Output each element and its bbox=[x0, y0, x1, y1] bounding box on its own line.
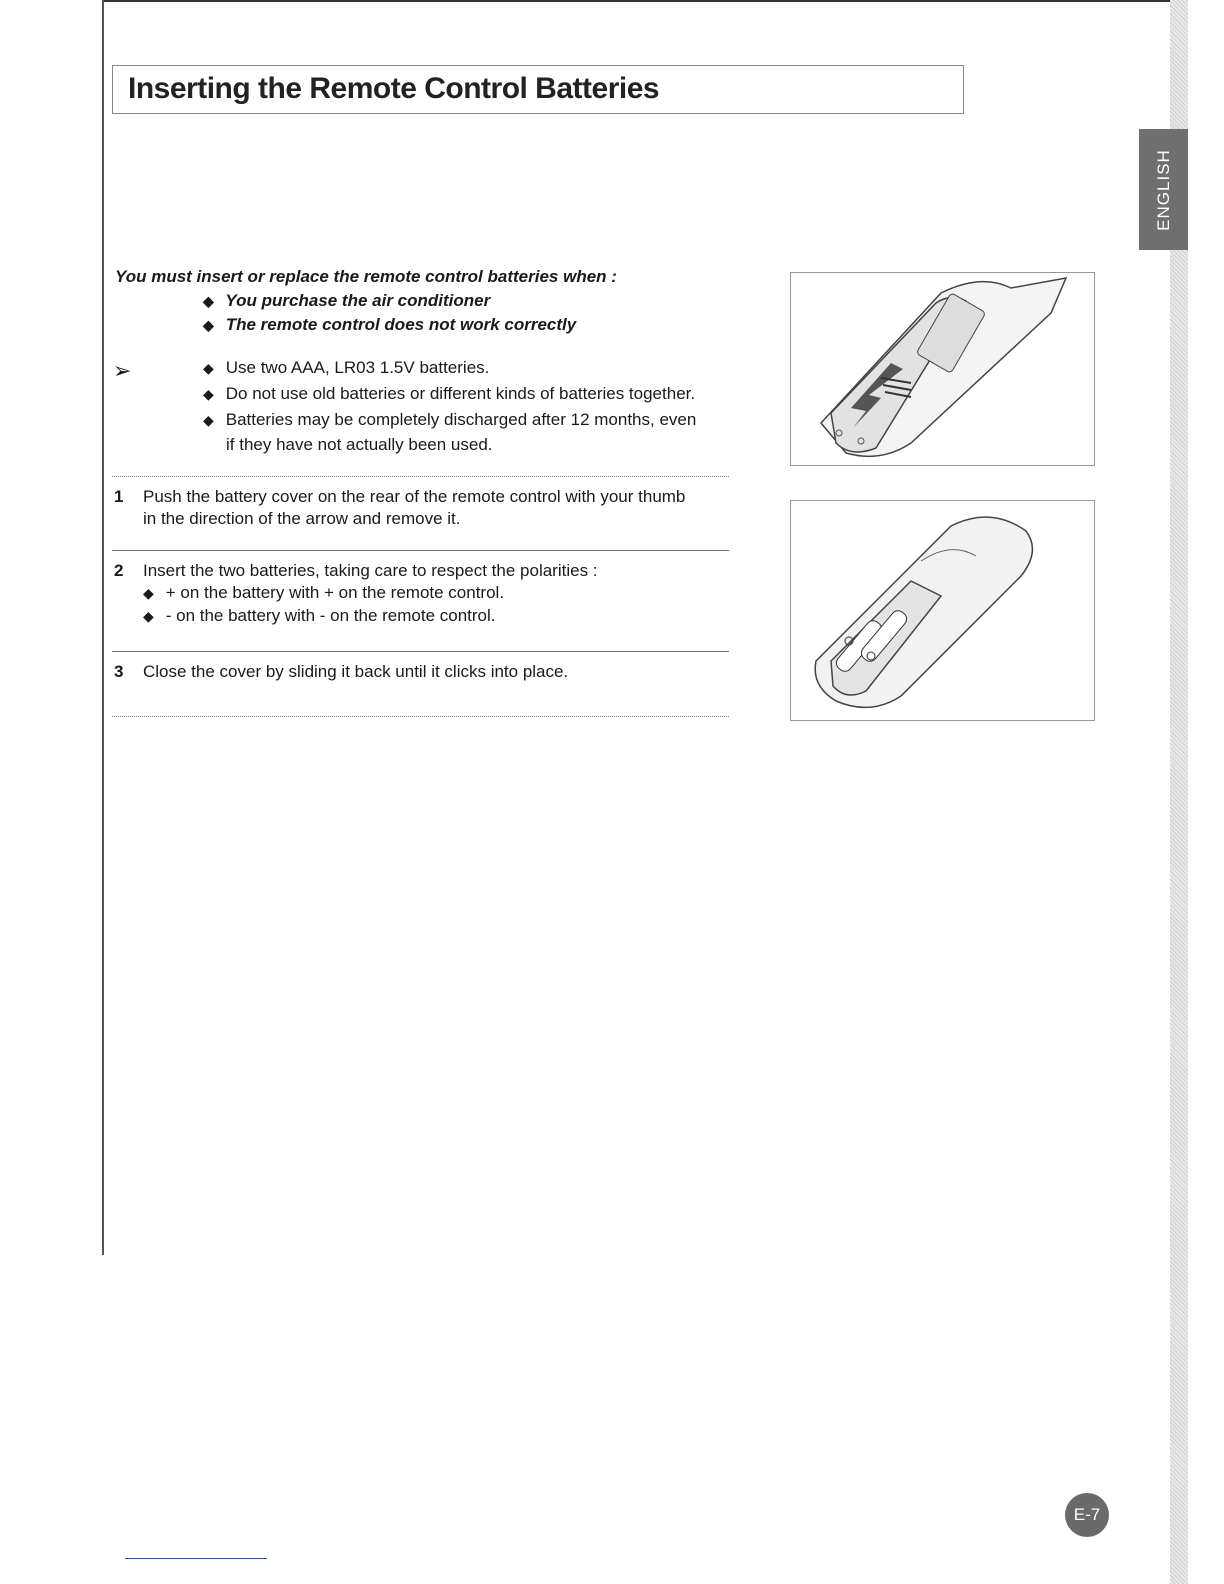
page-number-badge: E-7 bbox=[1065, 1493, 1109, 1537]
note-item-text: Use two AAA, LR03 1.5V batteries. bbox=[225, 358, 490, 377]
note-arrow-icon: ➢ bbox=[113, 358, 132, 383]
divider bbox=[112, 716, 729, 718]
bullet-diamond-icon: ◆ bbox=[143, 608, 154, 624]
language-tab-label: ENGLISH bbox=[1153, 148, 1173, 231]
footer-rule bbox=[125, 1558, 267, 1559]
note-item-text: Do not use old batteries or different kinds of batteries together. bbox=[225, 384, 696, 403]
remove-cover-illustration bbox=[790, 272, 1095, 466]
remote-battery-compartment-drawing bbox=[791, 501, 1094, 720]
step-text: Close the cover by sliding it back until it clicks into place. bbox=[143, 662, 569, 681]
bullet-diamond-icon: ◆ bbox=[143, 585, 154, 601]
left-margin-rule bbox=[102, 0, 104, 1255]
bullet-diamond-icon: ◆ bbox=[203, 360, 214, 376]
remote-back-cover-drawing bbox=[791, 273, 1094, 465]
bullet-diamond-icon: ◆ bbox=[203, 317, 214, 333]
intro-item-text: You purchase the air conditioner bbox=[225, 291, 491, 310]
step-number: 1 bbox=[114, 487, 124, 506]
language-tab bbox=[1139, 129, 1188, 250]
intro-item bbox=[203, 291, 490, 311]
note-item bbox=[203, 410, 696, 430]
intro-lead: You must insert or replace the remote control batteries when : bbox=[115, 267, 617, 286]
note-item bbox=[203, 358, 489, 378]
divider bbox=[112, 550, 729, 551]
intro-item-text: The remote control does not work correctly bbox=[225, 315, 577, 334]
step-bullet-text: - on the battery with - on the remote control. bbox=[165, 606, 496, 625]
bullet-diamond-icon: ◆ bbox=[203, 386, 214, 402]
step-bullet-text: + on the battery with + on the remote control. bbox=[165, 583, 505, 602]
step-bullet bbox=[143, 583, 504, 603]
step-text: in the direction of the arrow and remove it. bbox=[143, 509, 461, 528]
step-number: 2 bbox=[114, 561, 124, 580]
insert-batteries-illustration bbox=[790, 500, 1095, 721]
divider bbox=[112, 651, 729, 652]
bullet-diamond-icon: ◆ bbox=[203, 293, 214, 309]
step-number: 3 bbox=[114, 662, 124, 681]
bullet-diamond-icon: ◆ bbox=[203, 412, 214, 428]
note-continuation: if they have not actually been used. bbox=[226, 435, 493, 454]
page-title: Inserting the Remote Control Batteries bbox=[128, 72, 660, 105]
note-item bbox=[203, 384, 695, 404]
title-box bbox=[112, 65, 964, 114]
intro-item bbox=[203, 315, 576, 335]
step-text: Insert the two batteries, taking care to respect the polarities : bbox=[143, 561, 598, 580]
note-item-text: Batteries may be completely discharged after 12 months, even bbox=[225, 410, 697, 429]
step-bullet bbox=[143, 606, 496, 626]
divider bbox=[112, 476, 729, 478]
step-text: Push the battery cover on the rear of the remote control with your thumb bbox=[143, 487, 686, 506]
top-rule bbox=[103, 0, 1183, 2]
